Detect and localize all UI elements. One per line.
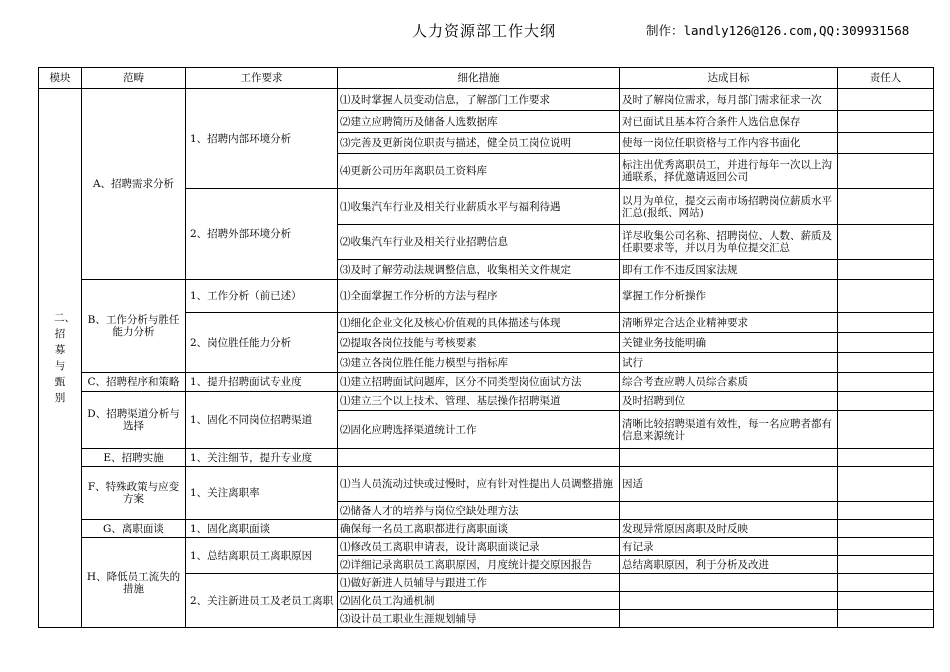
detail-cell: ⑴及时掌握人员变动信息，了解部门工作要求	[338, 89, 620, 111]
target-cell: 试行	[620, 353, 838, 373]
requirement-cell: 1、工作分析（前已述）	[186, 280, 338, 313]
target-cell	[620, 592, 838, 610]
table-row	[39, 449, 934, 467]
owner-cell	[838, 313, 934, 333]
owner-cell	[838, 189, 934, 225]
target-cell	[620, 502, 838, 520]
owner-cell	[838, 520, 934, 538]
category-cell: E、招聘实施	[82, 449, 186, 467]
owner-cell	[838, 280, 934, 313]
target-cell: 清晰比较招聘渠道有效性，每一名应聘者都有信息来源统计	[620, 411, 838, 449]
detail-cell: ⑴建立招聘面试问题库，区分不同类型岗位面试方法	[338, 373, 620, 392]
target-cell: 以月为单位，提交云南市场招聘岗位薪质水平汇总(报纸、网站)	[620, 189, 838, 225]
owner-cell	[838, 449, 934, 467]
owner-cell	[838, 538, 934, 556]
detail-cell: ⑶设计员工职业生涯规划辅导	[338, 610, 620, 628]
owner-cell	[838, 411, 934, 449]
target-cell: 及时招聘到位	[620, 392, 838, 411]
owner-cell	[838, 467, 934, 502]
target-cell: 及时了解岗位需求，每月部门需求征求一次	[620, 89, 838, 111]
requirement-cell: 2、岗位胜任能力分析	[186, 313, 338, 373]
target-cell: 标注出优秀离职员工，并进行每年一次以上沟通联系，择优邀请返回公司	[620, 154, 838, 189]
owner-cell	[838, 502, 934, 520]
detail-cell: ⑶及时了解劳动法规调整信息，收集相关文件规定	[338, 260, 620, 280]
detail-cell: ⑵固化员工沟通机制	[338, 592, 620, 610]
requirement-cell: 1、总结离职员工离职原因	[186, 538, 338, 574]
detail-cell: ⑵固化应聘选择渠道统计工作	[338, 411, 620, 449]
owner-cell	[838, 373, 934, 392]
detail-cell: ⑶建立各岗位胜任能力模型与指标库	[338, 353, 620, 373]
target-cell: 发现异常原因离职及时反映	[620, 520, 838, 538]
module-cell: 二、招募与甄别	[39, 89, 82, 628]
owner-cell	[838, 154, 934, 189]
target-cell: 即有工作不违反国家法规	[620, 260, 838, 280]
owner-cell	[838, 225, 934, 260]
document-title: 人力资源部工作大纲	[412, 22, 557, 40]
detail-cell: ⑴收集汽车行业及相关行业薪质水平与福利待遇	[338, 189, 620, 225]
target-cell	[620, 449, 838, 467]
category-cell: F、特殊政策与应变方案	[82, 467, 186, 520]
target-cell	[620, 610, 838, 628]
requirement-cell: 1、固化不同岗位招聘渠道	[186, 392, 338, 449]
table-row	[39, 520, 934, 538]
detail-cell: 确保每一名员工离职都进行离职面谈	[338, 520, 620, 538]
detail-cell: ⑵详细记录离职员工离职原因，月度统计提交原因报告	[338, 556, 620, 574]
detail-cell: ⑷更新公司历年离职员工资料库	[338, 154, 620, 189]
detail-cell: ⑴做好新进人员辅导与跟进工作	[338, 574, 620, 592]
target-cell: 清晰界定合达企业精神要求	[620, 313, 838, 333]
requirement-cell: 1、招聘内部环境分析	[186, 89, 338, 189]
table-row	[39, 467, 934, 502]
owner-cell	[838, 260, 934, 280]
column-header-module: 模块	[39, 68, 82, 89]
detail-cell: ⑴当人员流动过快或过慢时，应有针对性提出人员调整措施	[338, 467, 620, 502]
requirement-cell: 1、固化离职面谈	[186, 520, 338, 538]
author-credit: 制作：landly126@126.com,QQ:309931568	[646, 23, 910, 38]
category-cell: C、招聘程序和策略	[82, 373, 186, 392]
target-cell: 使每一岗位任职资格与工作内容书面化	[620, 133, 838, 154]
target-cell: 总结离职原因，利于分析及改进	[620, 556, 838, 574]
target-cell: 有记录	[620, 538, 838, 556]
category-cell: A、招聘需求分析	[82, 89, 186, 280]
target-cell	[620, 574, 838, 592]
detail-cell: ⑵提取各岗位技能与考核要素	[338, 333, 620, 353]
detail-cell: ⑵储备人才的培养与岗位空缺处理方法	[338, 502, 620, 520]
requirement-cell: 2、关注新进员工及老员工离职	[186, 574, 338, 628]
column-header-target: 达成目标	[620, 68, 838, 89]
table-row	[39, 538, 934, 556]
target-cell: 因适	[620, 467, 838, 502]
requirement-cell: 1、提升招聘面试专业度	[186, 373, 338, 392]
requirement-cell: 1、关注细节，提升专业度	[186, 449, 338, 467]
target-cell: 详尽收集公司名称、招聘岗位、人数、薪质及任职要求等，并以月为单位提交汇总	[620, 225, 838, 260]
table-row	[39, 392, 934, 411]
owner-cell	[838, 392, 934, 411]
detail-cell: ⑵收集汽车行业及相关行业招聘信息	[338, 225, 620, 260]
table-row	[39, 89, 934, 111]
category-cell: D、招聘渠道分析与选择	[82, 392, 186, 449]
owner-cell	[838, 592, 934, 610]
owner-cell	[838, 353, 934, 373]
owner-cell	[838, 556, 934, 574]
target-cell: 综合考查应聘人员综合素质	[620, 373, 838, 392]
target-cell: 对已面试且基本符合条件人选信息保存	[620, 111, 838, 133]
detail-cell: ⑴全面掌握工作分析的方法与程序	[338, 280, 620, 313]
category-cell: H、降低员工流失的措施	[82, 538, 186, 628]
owner-cell	[838, 89, 934, 111]
requirement-cell: 2、招聘外部环境分析	[186, 189, 338, 280]
target-cell: 关键业务技能明确	[620, 333, 838, 353]
owner-cell	[838, 574, 934, 592]
owner-cell	[838, 333, 934, 353]
table-row	[39, 280, 934, 313]
work-outline-table	[38, 67, 934, 628]
owner-cell	[838, 111, 934, 133]
detail-cell: ⑶完善及更新岗位职责与描述，健全员工岗位说明	[338, 133, 620, 154]
detail-cell: ⑵建立应聘简历及储备人选数据库	[338, 111, 620, 133]
column-header-detail: 细化措施	[338, 68, 620, 89]
owner-cell	[838, 133, 934, 154]
detail-cell: ⑴建立三个以上技术、管理、基层操作招聘渠道	[338, 392, 620, 411]
column-header-category: 范畴	[82, 68, 186, 89]
column-header-owner: 责任人	[838, 68, 934, 89]
column-header-requirement: 工作要求	[186, 68, 338, 89]
table-row	[39, 373, 934, 392]
detail-cell	[338, 449, 620, 467]
category-cell: B、工作分析与胜任能力分析	[82, 280, 186, 373]
category-cell: G、离职面谈	[82, 520, 186, 538]
detail-cell: ⑴修改员工离职申请表，设计离职面谈记录	[338, 538, 620, 556]
target-cell: 掌握工作分析操作	[620, 280, 838, 313]
owner-cell	[838, 610, 934, 628]
detail-cell: ⑴细化企业文化及核心价值观的具体描述与体现	[338, 313, 620, 333]
header-row	[39, 68, 934, 89]
requirement-cell: 1、关注离职率	[186, 467, 338, 520]
